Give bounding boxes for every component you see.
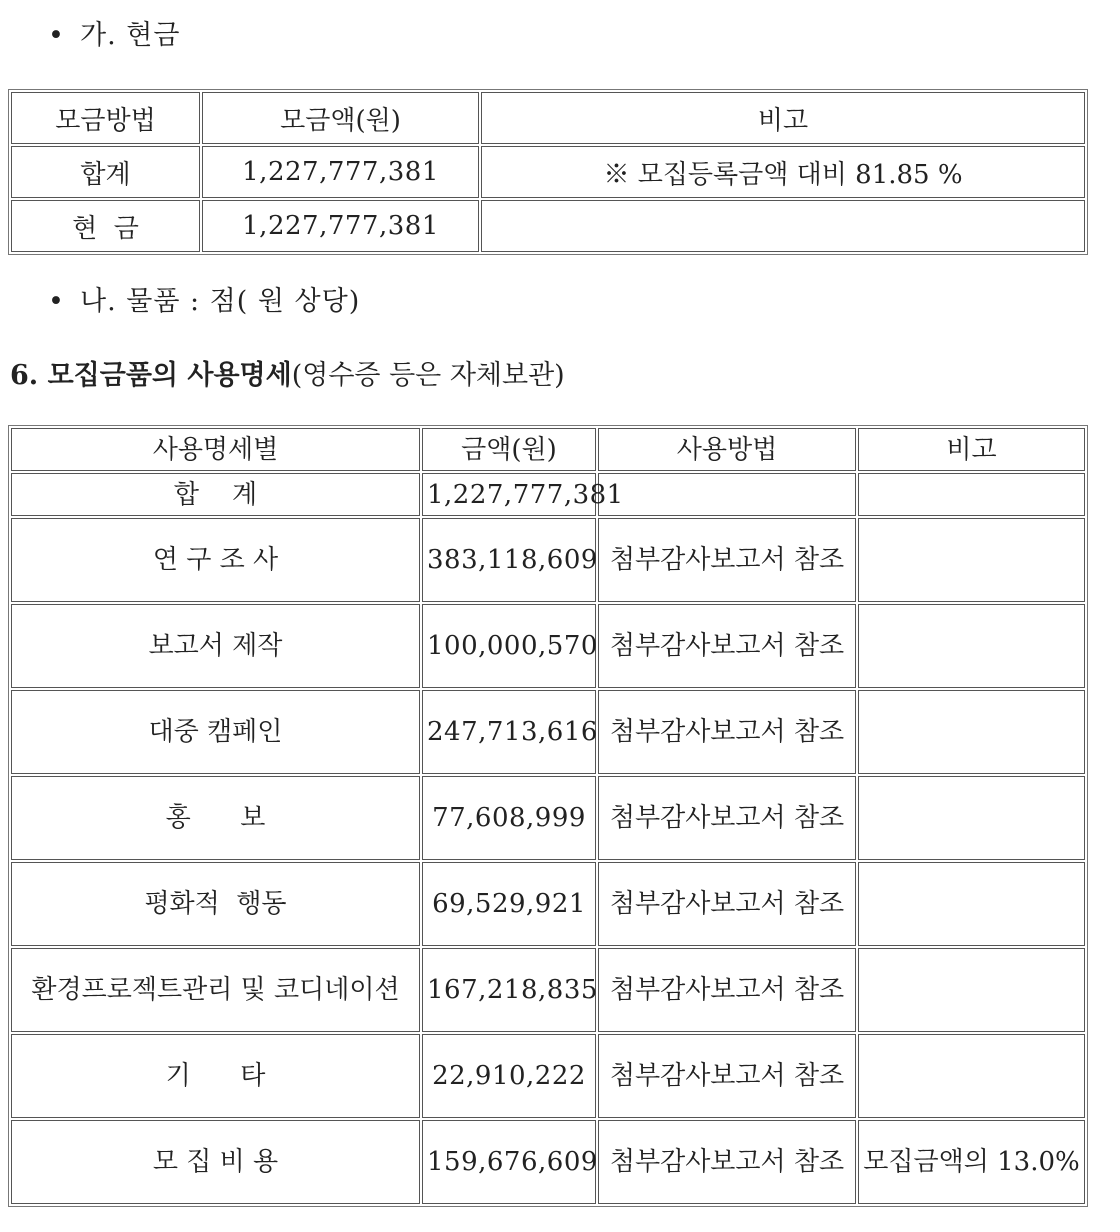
method-cell: 첨부감사보고서 참조	[598, 1120, 856, 1204]
table-row	[11, 518, 1085, 602]
header-method: 모금방법	[11, 92, 200, 144]
header-amount: 모금액(원)	[202, 92, 479, 144]
usage-label-cell: 홍 보	[11, 776, 420, 860]
header-usage: 사용명세별	[11, 428, 420, 471]
note-cell	[858, 518, 1085, 602]
method-cell: 첨부감사보고서 참조	[598, 1034, 856, 1118]
note-cell	[858, 862, 1085, 946]
amount-cell: 159,676,609	[422, 1120, 596, 1204]
header-method: 사용방법	[598, 428, 856, 471]
note-cell	[481, 200, 1085, 252]
total-row	[11, 473, 1085, 516]
note-cell: ※ 모집등록금액 대비 81.85 %	[481, 146, 1085, 198]
amount-cell: 1,227,777,381	[422, 473, 596, 516]
usage-table	[8, 425, 1088, 1207]
section-heading	[10, 356, 565, 396]
method-cell: 첨부감사보고서 참조	[598, 948, 856, 1032]
usage-label-cell: 연 구 조 사	[11, 518, 420, 602]
note-cell: 모집금액의 13.0%	[858, 1120, 1085, 1204]
section-title-note: (영수증 등은 자체보관)	[291, 360, 565, 391]
usage-label-cell: 모 집 비 용	[11, 1120, 420, 1204]
amount-cell: 69,529,921	[422, 862, 596, 946]
usage-label-cell: 환경프로젝트관리 및 코디네이션	[11, 948, 420, 1032]
table-row	[11, 1120, 1085, 1204]
note-cell	[858, 604, 1085, 688]
amount-cell: 22,910,222	[422, 1034, 596, 1118]
amount-cell: 77,608,999	[422, 776, 596, 860]
note-cell	[858, 473, 1085, 516]
method-cell: 첨부감사보고서 참조	[598, 518, 856, 602]
amount-cell: 167,218,835	[422, 948, 596, 1032]
method-cell: 첨부감사보고서 참조	[598, 690, 856, 774]
note-cell	[858, 776, 1085, 860]
amount-cell: 383,118,609	[422, 518, 596, 602]
note-cell	[858, 690, 1085, 774]
method-cell: 첨부감사보고서 참조	[598, 862, 856, 946]
table-row	[11, 200, 1085, 252]
table-row	[11, 948, 1085, 1032]
method-cell: 첨부감사보고서 참조	[598, 604, 856, 688]
cash-bullet-text: 가. 현금	[80, 20, 181, 51]
header-note: 비고	[858, 428, 1085, 471]
method-cell	[598, 473, 856, 516]
table-row	[11, 1034, 1085, 1118]
header-amount: 금액(원)	[422, 428, 596, 471]
goods-bullet-text: 나. 물품 : 점( 원 상당)	[80, 286, 361, 317]
usage-label-cell: 보고서 제작	[11, 604, 420, 688]
goods-bullet-item	[48, 284, 360, 320]
table-row	[11, 690, 1085, 774]
fundraising-table	[8, 89, 1088, 255]
method-cell: 현 금	[11, 200, 200, 252]
note-cell	[858, 948, 1085, 1032]
usage-label-cell: 평화적 행동	[11, 862, 420, 946]
method-cell: 첨부감사보고서 참조	[598, 776, 856, 860]
section-title-bold: 6. 모집금품의 사용명세	[10, 360, 292, 391]
amount-cell: 247,713,616	[422, 690, 596, 774]
usage-label-cell: 합 계	[11, 473, 420, 516]
amount-cell: 100,000,570	[422, 604, 596, 688]
table-row	[11, 776, 1085, 860]
table-header-row	[11, 428, 1085, 471]
note-cell	[858, 1034, 1085, 1118]
table-row	[11, 146, 1085, 198]
cash-bullet-item	[48, 18, 180, 54]
usage-label-cell: 대중 캠페인	[11, 690, 420, 774]
header-note: 비고	[481, 92, 1085, 144]
table-header-row	[11, 92, 1085, 144]
amount-cell: 1,227,777,381	[202, 146, 479, 198]
bullet-marker: •	[48, 20, 65, 51]
method-cell: 합계	[11, 146, 200, 198]
usage-label-cell: 기 타	[11, 1034, 420, 1118]
bullet-marker: •	[48, 286, 65, 317]
table-row	[11, 604, 1085, 688]
amount-cell: 1,227,777,381	[202, 200, 479, 252]
table-row	[11, 862, 1085, 946]
